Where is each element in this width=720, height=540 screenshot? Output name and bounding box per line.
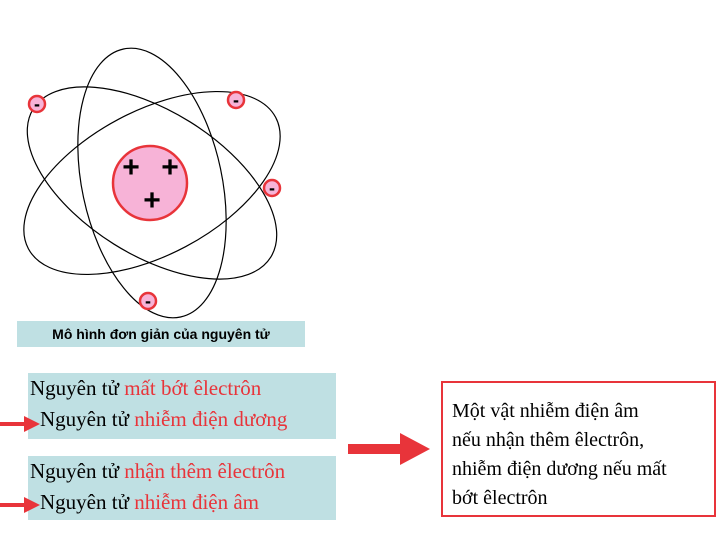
svg-text:-: - — [233, 90, 239, 110]
conclusion-line: nhiễm điện dương nếu mất — [452, 458, 667, 480]
atom-model-diagram — [0, 40, 300, 320]
proton-charge: + — [122, 151, 140, 184]
proton-charge: + — [143, 184, 161, 217]
statement-prefix: Nguyên tử — [40, 407, 135, 431]
statement-line — [28, 456, 336, 487]
statement-prefix: Nguyên tử — [30, 459, 125, 483]
statement-line — [28, 487, 336, 518]
electron — [264, 178, 280, 198]
statement-highlight: nhiễm điện dương — [134, 407, 288, 431]
statement-line — [28, 404, 336, 435]
proton-charge: + — [161, 151, 179, 184]
statement-line — [28, 373, 336, 404]
electron — [228, 90, 244, 110]
conclusion-line: nếu nhận thêm êlectrôn, — [452, 429, 645, 451]
atom-caption: Mô hình đơn giản của nguyên tử — [17, 321, 305, 347]
arrow-right-icon — [0, 496, 40, 514]
statement-box-lose-electrons — [28, 373, 336, 439]
statement-highlight: nhận thêm êlectrôn — [124, 459, 286, 483]
svg-text:-: - — [269, 178, 275, 198]
conclusion-line: bớt êlectrôn — [452, 487, 548, 509]
electron — [29, 94, 45, 114]
statement-prefix: Nguyên tử — [40, 490, 135, 514]
statement-prefix: Nguyên tử — [30, 376, 125, 400]
svg-text:-: - — [34, 94, 40, 114]
statement-highlight: mất bớt êlectrôn — [124, 376, 262, 400]
arrow-right-icon — [0, 415, 40, 433]
electron — [140, 291, 156, 311]
conclusion-box — [441, 381, 716, 517]
arrow-right-icon — [348, 433, 430, 465]
statement-box-gain-electrons — [28, 456, 336, 520]
svg-text:-: - — [145, 291, 151, 311]
conclusion-line: Một vật nhiễm điện âm — [452, 400, 639, 422]
statement-highlight: nhiễm điện âm — [134, 490, 260, 514]
